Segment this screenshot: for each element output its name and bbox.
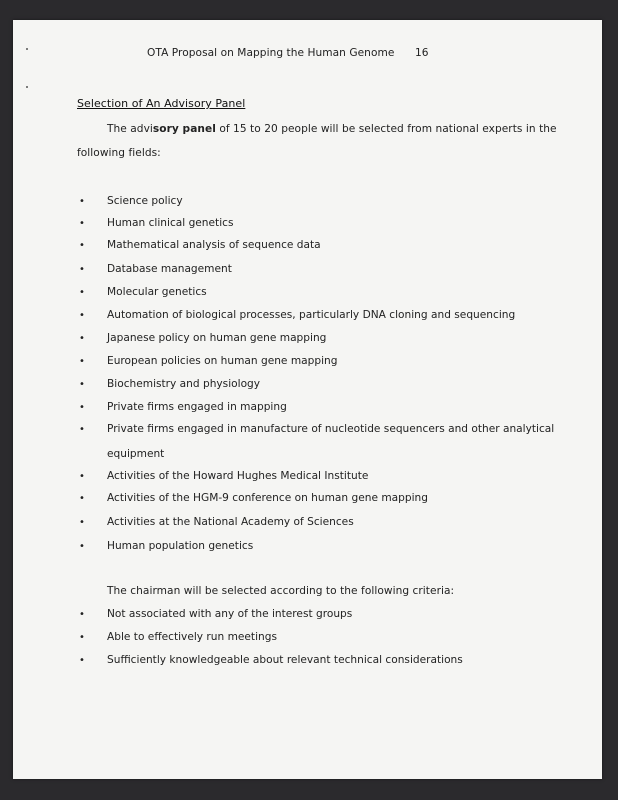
section-heading: Selection of An Advisory Panel	[77, 97, 246, 110]
bullet-icon: •	[79, 517, 85, 528]
bullet-icon: •	[79, 541, 85, 552]
bullet-icon: •	[79, 609, 85, 620]
bullet-icon: •	[79, 471, 85, 482]
list-item: Biochemistry and physiology	[107, 378, 261, 390]
intro-bold-text: sory panel	[152, 123, 216, 135]
list-item: European policies on human gene mapping	[107, 355, 338, 367]
bullet-icon: •	[79, 310, 85, 321]
intro-text: of 15 to 20 people will be selected from national experts in the	[215, 123, 557, 135]
page-number: 16	[415, 47, 429, 59]
list-item: Activities of the HGM-9 conference on human gene mapping	[107, 492, 428, 504]
list-item-continuation: equipment	[107, 448, 165, 460]
list-item: Science policy	[107, 195, 183, 207]
bullet-icon: •	[79, 379, 85, 390]
list-item: Automation of biological processes, particularly DNA cloning and sequencing	[107, 309, 516, 321]
list-item: Database management	[107, 263, 232, 275]
bullet-icon: •	[79, 655, 85, 666]
bullet-icon: •	[79, 287, 85, 298]
speck-mark	[26, 48, 28, 50]
speck-mark	[26, 86, 28, 88]
bullet-icon: •	[79, 493, 85, 504]
list-item: Mathematical analysis of sequence data	[107, 239, 321, 251]
list-item: Human clinical genetics	[107, 217, 234, 229]
bullet-icon: •	[79, 356, 85, 367]
bullet-icon: •	[79, 402, 85, 413]
bullet-icon: •	[79, 424, 85, 435]
list-item: Not associated with any of the interest groups	[107, 608, 353, 620]
running-header-title: OTA Proposal on Mapping the Human Genome	[147, 47, 395, 59]
bullet-icon: •	[79, 632, 85, 643]
bullet-icon: •	[79, 264, 85, 275]
list-item: Private firms engaged in mapping	[107, 401, 287, 413]
chairman-intro: The chairman will be selected according to the following criteria:	[107, 585, 455, 597]
list-item: Sufficiently knowledgeable about relevant technical considerations	[107, 654, 463, 666]
list-item: Human population genetics	[107, 540, 254, 552]
document-page	[13, 20, 602, 779]
bullet-icon: •	[79, 240, 85, 251]
bullet-icon: •	[79, 218, 85, 229]
intro-paragraph-line: following fields:	[77, 147, 161, 159]
list-item: Able to effectively run meetings	[107, 631, 277, 643]
bullet-icon: •	[79, 196, 85, 207]
list-item: Molecular genetics	[107, 286, 207, 298]
list-item: Activities of the Howard Hughes Medical Institute	[107, 470, 369, 482]
list-item: Activities at the National Academy of Sciences	[107, 516, 354, 528]
bullet-icon: •	[79, 333, 85, 344]
list-item: Private firms engaged in manufacture of nucleotide sequencers and other analytical	[107, 423, 555, 435]
list-item: Japanese policy on human gene mapping	[107, 332, 327, 344]
intro-paragraph-line	[107, 123, 557, 135]
intro-text: The advi	[107, 123, 153, 135]
